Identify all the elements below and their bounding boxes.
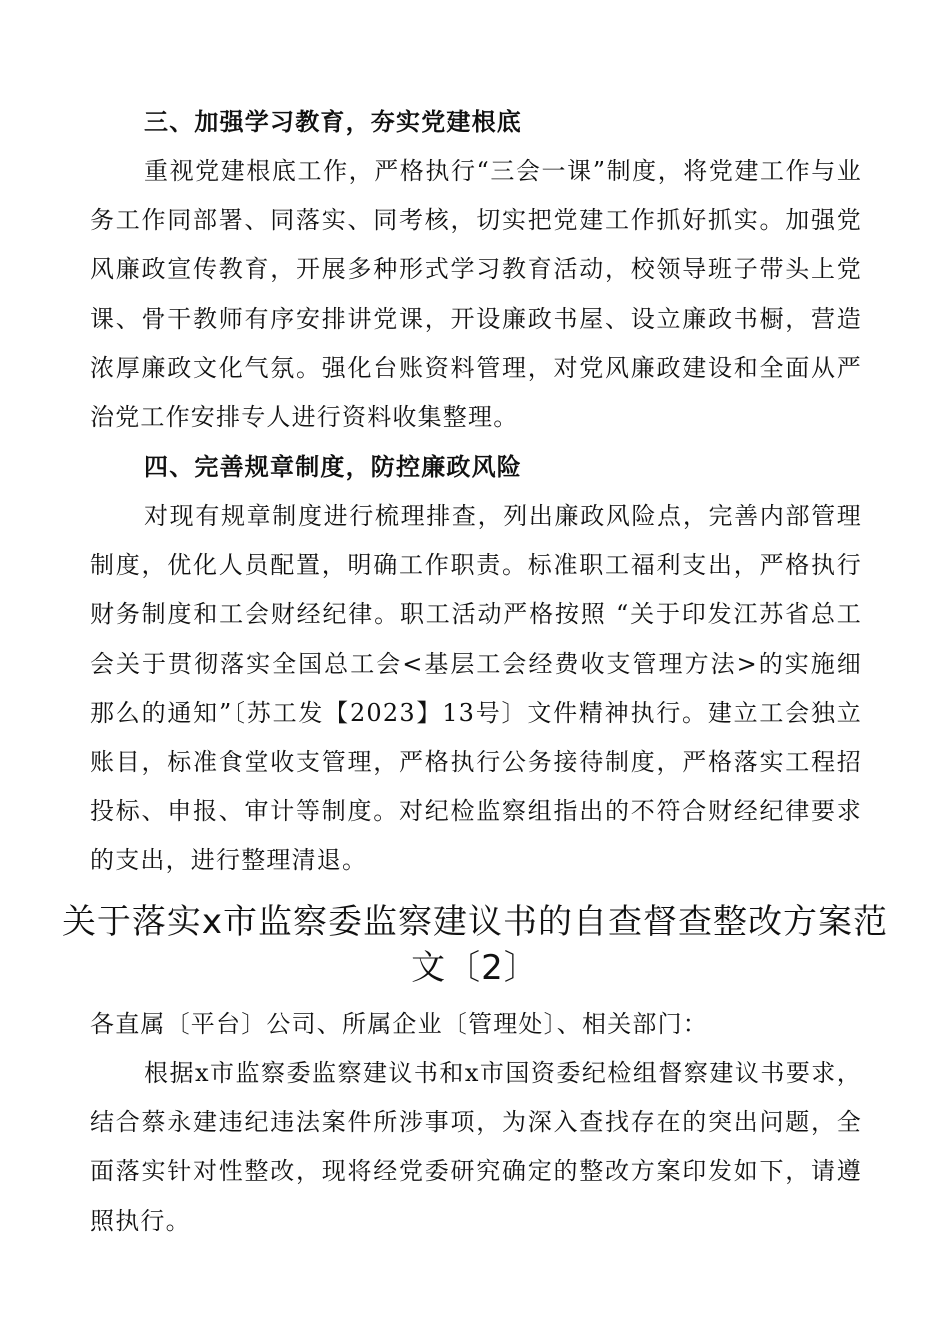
document-title: 关于落实x市监察委监察建议书的自查督查整改方案范文〔2〕 [61, 902, 889, 988]
section-3-paragraph: 重视党建根底工作，严格执行“三会一课”制度，将党建工作与业务工作同部署、同落实、同考核，切实把党建工作抓好抓实。加强党风廉政宣传教育，开展多种形式学习教育活动，校领导班子带头上党课、骨干教师有序安排讲党课，开设廉政书屋、设立廉政书橱，营造浓厚廉政文化气氛。强化台账资料管理，对党风廉政建设和全面从严治党工作安排专人进行资料收集整理。 [90, 157, 862, 432]
section-4-paragraph: 对现有规章制度进行梳理排查，列出廉政风险点，完善内部管理制度，优化人员配置，明确工作职责。标准职工福利支出，严格执行财务制度和工会财经纪律。职工活动严格按照 “关于印发江苏省总工会关于贯彻落实全国总工会<基层工会经费收支管理方法>的实施细那么的通知”〔苏工发【2023】13号〕文件精神执行。建立工会独立账目，标准食堂收支管理，严格执行公务接待制度，严格落实工程招投标、申报、审计等制度。对纪检监察组指出的不符合财经纪律要求的支出，进行整理清退。 [90, 502, 862, 875]
intro-paragraph: 根据x市监察委监察建议书和x市国资委纪检组督察建议书要求，结合蔡永建违纪违法案件所涉事项，为深入查找存在的突出问题，全面落实针对性整改，现将经党委研究确定的整改方案印发如下，请遵照执行。 [90, 1059, 862, 1235]
section-3-heading: 三、加强学习教育，夯实党建根底 [144, 108, 522, 136]
salutation-line: 各直属〔平台〕公司、所属企业〔管理处〕、相关部门： [90, 1010, 708, 1038]
section-4-heading: 四、完善规章制度，防控廉政风险 [144, 453, 522, 481]
